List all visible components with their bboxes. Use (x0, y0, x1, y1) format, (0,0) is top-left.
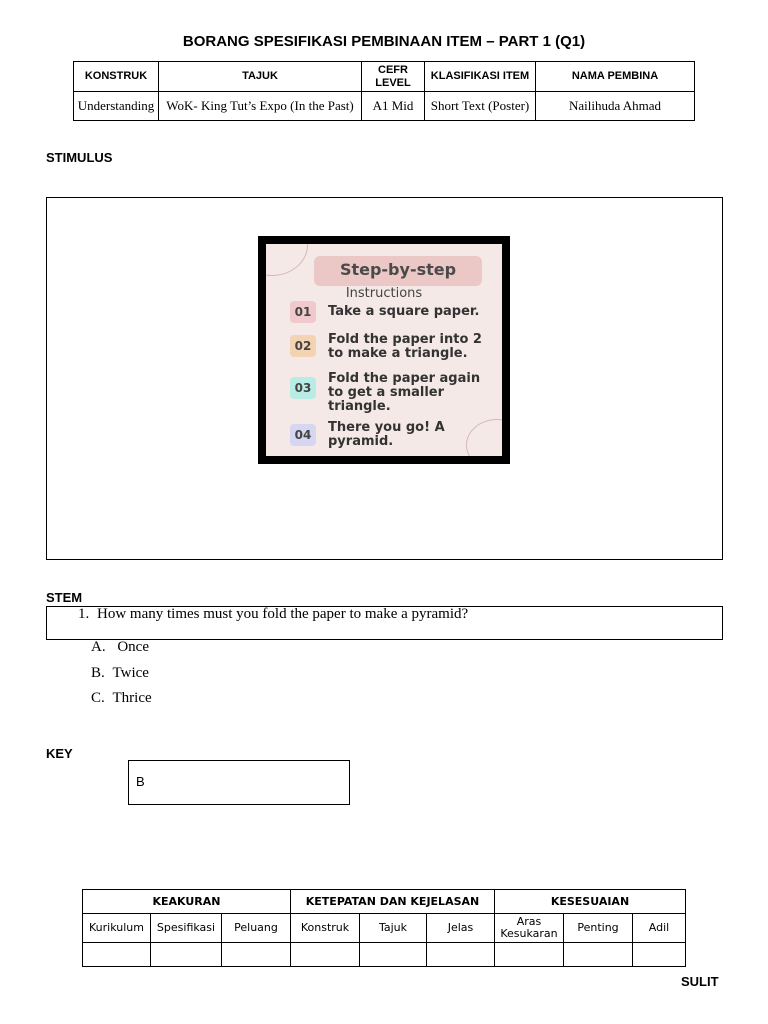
cell-peluang[interactable] (222, 943, 291, 967)
key-box (128, 760, 350, 805)
col-jelas: Jelas (427, 914, 495, 943)
cell-kurikulum[interactable] (83, 943, 151, 967)
step-text: Take a square paper. (328, 304, 480, 319)
page-title: BORANG SPESIFIKASI PEMBINAAN ITEM – PART 1 (Q1) (182, 33, 586, 50)
step-number: 03 (290, 377, 316, 399)
group-ketepatan-dan-kejelasan: KETEPATAN DAN KEJELASAN (291, 890, 495, 914)
option-c[interactable] (91, 690, 152, 707)
value-nama-pembina: Nailihuda Ahmad (536, 92, 695, 121)
option-text: Twice (112, 665, 149, 681)
col-kurikulum: Kurikulum (83, 914, 151, 943)
step-number: 02 (290, 335, 316, 357)
value-tajuk: WoK- King Tut’s Expo (In the Past) (159, 92, 362, 121)
header-tajuk: TAJUK (159, 62, 362, 92)
step-text: Fold the paper again to get a smaller triangle. (328, 371, 481, 414)
step-number: 04 (290, 424, 316, 446)
question-number: 1. (78, 606, 90, 622)
spec-table (73, 61, 695, 121)
question-text: How many times must you fold the paper to make a pyramid? (97, 606, 469, 622)
poster-frame (258, 236, 510, 464)
poster-subheading: Instructions (345, 286, 423, 301)
group-kesesuaian: KESESUAIAN (495, 890, 686, 914)
value-cefr-level: A1 Mid (362, 92, 425, 121)
option-letter: C. (91, 690, 105, 706)
col-aras-kesukaran: Aras Kesukaran (495, 914, 564, 943)
cell-tajuk[interactable] (360, 943, 427, 967)
stem-label: STEM (46, 590, 83, 605)
cell-konstruk[interactable] (291, 943, 360, 967)
option-letter: B. (91, 665, 105, 681)
option-a[interactable] (91, 639, 149, 656)
poster-heading: Step-by-step (314, 256, 482, 286)
stimulus-label: STIMULUS (46, 150, 113, 165)
header-nama-pembina: NAMA PEMBINA (536, 62, 695, 92)
option-text: Once (117, 639, 149, 655)
col-tajuk: Tajuk (360, 914, 427, 943)
value-konstruk: Understanding (74, 92, 159, 121)
key-label: KEY (46, 746, 73, 761)
group-keakuran: KEAKURAN (83, 890, 291, 914)
option-b[interactable] (91, 665, 149, 682)
poster (266, 244, 502, 456)
cell-spesifikasi[interactable] (151, 943, 222, 967)
col-adil: Adil (633, 914, 686, 943)
key-value: B (136, 774, 145, 789)
step-number: 01 (290, 301, 316, 323)
cell-penting[interactable] (564, 943, 633, 967)
col-spesifikasi: Spesifikasi (151, 914, 222, 943)
header-konstruk: KONSTRUK (74, 62, 159, 92)
col-penting: Penting (564, 914, 633, 943)
value-klasifikasi-item: Short Text (Poster) (425, 92, 536, 121)
header-klasifikasi-item: KLASIFIKASI ITEM (425, 62, 536, 92)
step-text: Fold the paper into 2 to make a triangle. (328, 332, 482, 361)
step-text: There you go! A pyramid. (328, 420, 445, 449)
option-text: Thrice (112, 690, 152, 706)
decorative-swirl (266, 244, 308, 276)
evaluation-table (82, 889, 686, 967)
col-peluang: Peluang (222, 914, 291, 943)
option-letter: A. (91, 639, 106, 655)
cell-adil[interactable] (633, 943, 686, 967)
cell-jelas[interactable] (427, 943, 495, 967)
cell-aras-kesukaran[interactable] (495, 943, 564, 967)
question (78, 606, 468, 623)
footer-sulit: SULIT (681, 974, 719, 989)
col-konstruk: Konstruk (291, 914, 360, 943)
header-cefr-level: CEFR LEVEL (362, 62, 425, 92)
